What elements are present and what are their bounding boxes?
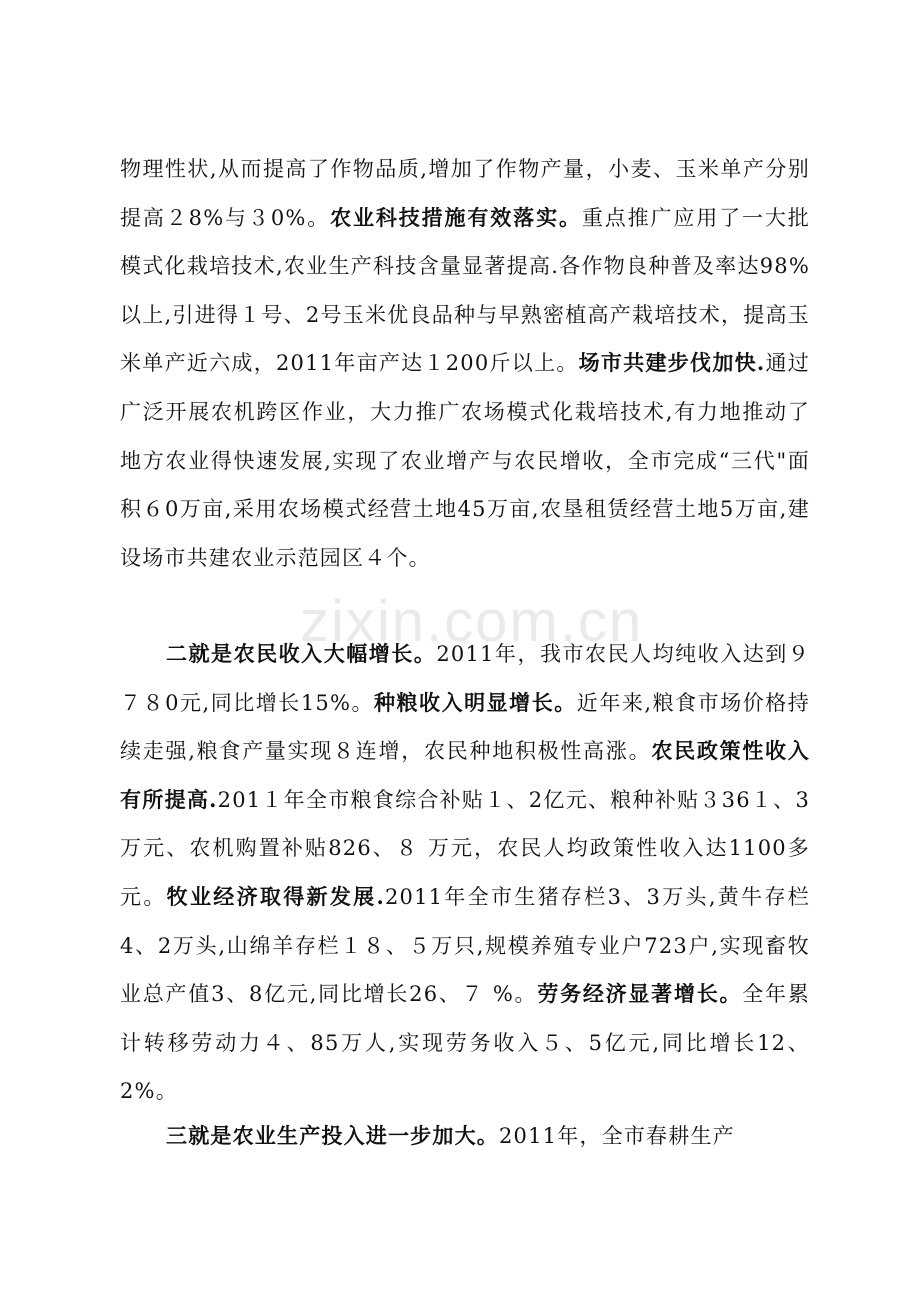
watermark-text: zixin.com.cn (300, 589, 644, 654)
paragraph-text: 201１年全市粮食综合补贴１、2亿元、粮种补贴３36１、3万元、农机购置补贴826、８ 万元，农民人均政策性收入达1100多元。 (120, 787, 810, 909)
paragraph-agriculture-tech (120, 145, 810, 582)
paragraph-text: 物理性状,从而提高了作物品质,增加了作物产量，小麦、玉米单产分别提高２8%与３0%。 (120, 157, 810, 230)
bold-heading: 农业科技措施有效落实。 (330, 204, 582, 230)
paragraph-text: 近年来,粮食市场价格持续走强,粮食产量实现８连增，农民种地积极性高涨。 (120, 690, 811, 764)
paragraph-text: 重点推广应用了一大批模式化栽培技术,农业生产科技含量显著提高.各作物良种普及率达98%以上,引进得１号、2号玉米优良品种与早熟密植高产栽培技术，提高玉米单产近六成，2011年亩产达１200斤以上。 (120, 205, 811, 376)
bold-heading: 劳务经济显著增长。 (537, 981, 743, 1007)
bold-heading: 场市共建步伐加快. (578, 350, 766, 376)
paragraph-text: 通过广泛开展农机跨区作业，大力推广农场模式化栽培技术,有力地推动了地方农业得快速发展,实现了农业增产与农民增收，全市完成“三代"面积６0万亩,采用农场模式经营土地45万亩,农垦租赁经营土地5万亩,建设场市共建农业示范园区４个。 (120, 351, 810, 570)
bold-heading: 种粮收入明显增长。 (373, 689, 577, 715)
bold-heading: 三就是农业生产投入进一步加大。 (166, 1123, 499, 1148)
paragraph-agri-investment (120, 1112, 810, 1161)
bold-heading: 牧业经济取得新发展. (166, 883, 385, 909)
paragraph-text: 2011年，我市农民人均纯收入达到９７８0元,同比增长15%。 (120, 642, 810, 715)
bold-heading: 二就是农民收入大幅增长。 (166, 641, 437, 666)
paragraph-farmer-income (120, 630, 810, 1116)
paragraph-text: 2011年全市生猪存栏3、3万头,黄牛存栏4、2万头,山绵羊存栏１８、５万只,规模养殖专业户723户,实现畜牧业总产值3、8亿元,同比增长26、７ %。 (120, 884, 811, 1007)
paragraph-text: 2011年，全市春耕生产 (499, 1124, 735, 1148)
paragraph-text: 全年累计转移劳动力４、85万人,实现劳务收入５、5亿元,同比增长12、2%。 (120, 982, 810, 1104)
bold-heading: 农民政策性收入有所提高. (120, 738, 810, 812)
